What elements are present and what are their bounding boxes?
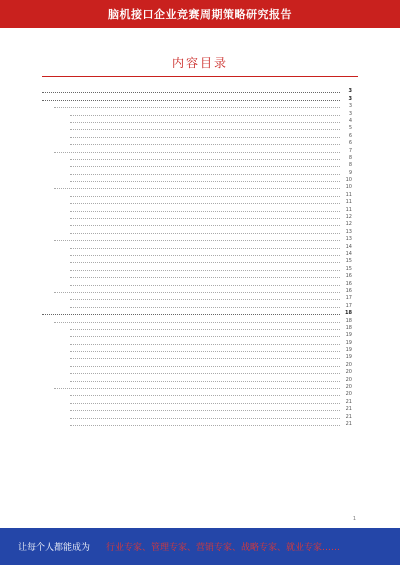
toc-entry[interactable] [42, 117, 352, 124]
toc-entry[interactable] [42, 368, 352, 375]
toc-page-number: 3 [348, 88, 352, 95]
toc-entry[interactable] [42, 154, 352, 161]
toc-page-number: 11 [345, 199, 352, 206]
toc-page-number: 21 [345, 398, 352, 405]
toc-leader [70, 122, 340, 123]
toc-entry[interactable] [42, 146, 352, 153]
toc-entry[interactable] [42, 383, 352, 390]
toc-page-number: 14 [345, 250, 352, 257]
page-footer [0, 528, 400, 565]
toc-entry[interactable] [42, 420, 352, 427]
toc-entry[interactable] [42, 272, 352, 279]
toc-leader [70, 395, 340, 396]
toc-entry[interactable] [42, 331, 352, 338]
toc-page-number: 13 [345, 236, 352, 243]
toc-entry[interactable] [42, 94, 352, 101]
toc-leader [70, 203, 340, 204]
toc-page-number: 18 [345, 310, 352, 317]
toc-leader [54, 152, 340, 153]
toc-leader [70, 255, 340, 256]
toc-entry[interactable] [42, 279, 352, 286]
toc-page-number: 11 [345, 191, 352, 198]
table-of-contents [42, 87, 352, 427]
toc-leader [42, 92, 340, 93]
toc-entry[interactable] [42, 102, 352, 109]
toc-entry[interactable] [42, 198, 352, 205]
toc-page-number: 3 [348, 103, 352, 110]
toc-entry[interactable] [42, 235, 352, 242]
toc-page-number: 4 [348, 117, 352, 124]
toc-leader [70, 137, 340, 138]
footer-expert-list: 行业专家、管理专家、营销专家、战略专家、就业专家…… [106, 543, 341, 553]
toc-leader [70, 425, 340, 426]
toc-page-number: 17 [345, 295, 352, 302]
toc-leader [70, 410, 340, 411]
toc-leader [70, 403, 340, 404]
toc-leader [70, 373, 340, 374]
toc-entry[interactable] [42, 139, 352, 146]
toc-leader [70, 233, 340, 234]
toc-entry[interactable] [42, 375, 352, 382]
toc-page-number: 19 [345, 332, 352, 339]
toc-page-number: 10 [345, 177, 352, 184]
toc-leader [70, 344, 340, 345]
toc-page-number: 3 [348, 110, 352, 117]
toc-page-number: 15 [345, 258, 352, 265]
toc-entry[interactable] [42, 390, 352, 397]
toc-entry[interactable] [42, 264, 352, 271]
toc-leader [70, 181, 340, 182]
toc-page-number: 12 [345, 221, 352, 228]
toc-entry[interactable] [42, 176, 352, 183]
toc-page-number: 17 [345, 302, 352, 309]
toc-leader [54, 240, 340, 241]
toc-entry[interactable] [42, 183, 352, 190]
toc-leader [70, 218, 340, 219]
toc-page-number: 9 [348, 169, 352, 176]
toc-leader [54, 322, 340, 323]
toc-entry[interactable] [42, 124, 352, 131]
toc-entry[interactable] [42, 131, 352, 138]
toc-page-number: 6 [348, 140, 352, 147]
footer-slogan: 让每个人都能成为 [18, 543, 91, 553]
toc-page-number: 16 [345, 273, 352, 280]
toc-leader [70, 307, 340, 308]
toc-title-divider [42, 76, 358, 77]
toc-leader [70, 366, 340, 367]
toc-leader [70, 248, 340, 249]
toc-entry[interactable] [42, 190, 352, 197]
toc-entry[interactable] [42, 287, 352, 294]
toc-entry[interactable] [42, 220, 352, 227]
toc-page-number: 16 [345, 287, 352, 294]
toc-entry[interactable] [42, 324, 352, 331]
toc-page-number: 20 [345, 376, 352, 383]
toc-page-number: 5 [348, 125, 352, 132]
toc-entry[interactable] [42, 242, 352, 249]
toc-leader [70, 351, 340, 352]
toc-page-number: 21 [345, 420, 352, 427]
toc-page-number: 3 [348, 95, 352, 102]
toc-leader [70, 225, 340, 226]
toc-page-number: 13 [345, 228, 352, 235]
toc-leader [70, 358, 340, 359]
toc-entry[interactable] [42, 250, 352, 257]
toc-entry[interactable] [42, 309, 352, 316]
toc-entry[interactable] [42, 397, 352, 404]
toc-page-number: 18 [345, 317, 352, 324]
toc-entry[interactable] [42, 213, 352, 220]
toc-leader [70, 285, 340, 286]
toc-entry[interactable] [42, 205, 352, 212]
toc-leader [70, 277, 340, 278]
toc-page-number: 21 [345, 413, 352, 420]
toc-leader [70, 270, 340, 271]
toc-entry[interactable] [42, 161, 352, 168]
toc-leader [42, 100, 340, 101]
toc-entry[interactable] [42, 346, 352, 353]
toc-page-number: 21 [345, 406, 352, 413]
toc-entry[interactable] [42, 412, 352, 419]
toc-leader [70, 129, 340, 130]
toc-page-number: 6 [348, 132, 352, 139]
toc-page-number: 10 [345, 184, 352, 191]
toc-page-number: 16 [345, 280, 352, 287]
toc-entry[interactable] [42, 360, 352, 367]
toc-entry[interactable] [42, 87, 352, 94]
toc-entry[interactable] [42, 316, 352, 323]
toc-page-number: 20 [345, 391, 352, 398]
report-title: 脑机接口企业竞赛周期策略研究报告 [108, 8, 292, 21]
toc-page-number: 14 [345, 243, 352, 250]
toc-page-number: 20 [345, 369, 352, 376]
toc-leader [70, 336, 340, 337]
toc-page-number: 19 [345, 354, 352, 361]
toc-leader [42, 314, 340, 315]
toc-leader [70, 262, 340, 263]
toc-page-number: 15 [345, 265, 352, 272]
toc-entry[interactable] [42, 294, 352, 301]
toc-page-number: 18 [345, 324, 352, 331]
page-header [0, 0, 400, 28]
toc-title: 内容目录 [171, 56, 228, 70]
toc-page-number: 7 [348, 147, 352, 154]
toc-entry[interactable] [42, 109, 352, 116]
toc-leader [70, 174, 340, 175]
toc-leader [70, 166, 340, 167]
toc-entry[interactable] [42, 168, 352, 175]
toc-page-number: 11 [345, 206, 352, 213]
toc-page-number: 8 [348, 154, 352, 161]
toc-page-number: 12 [345, 214, 352, 221]
toc-leader [54, 388, 340, 389]
toc-entry[interactable] [42, 257, 352, 264]
toc-leader [70, 211, 340, 212]
toc-leader [70, 115, 340, 116]
toc-page-number: 19 [345, 339, 352, 346]
toc-leader [70, 144, 340, 145]
toc-page-number: 20 [345, 384, 352, 391]
toc-page-number: 20 [345, 361, 352, 368]
toc-leader [70, 299, 340, 300]
page-number: 1 [352, 516, 356, 522]
toc-leader [70, 329, 340, 330]
toc-leader [54, 188, 340, 189]
toc-leader [70, 381, 340, 382]
toc-entry[interactable] [42, 353, 352, 360]
toc-leader [54, 107, 340, 108]
toc-page-number: 19 [345, 347, 352, 354]
toc-page-number: 8 [348, 162, 352, 169]
toc-leader [70, 159, 340, 160]
toc-entry[interactable] [42, 338, 352, 345]
toc-leader [54, 292, 340, 293]
toc-entry[interactable] [42, 301, 352, 308]
toc-leader [70, 418, 340, 419]
toc-entry[interactable] [42, 227, 352, 234]
toc-entry[interactable] [42, 405, 352, 412]
toc-leader [70, 196, 340, 197]
